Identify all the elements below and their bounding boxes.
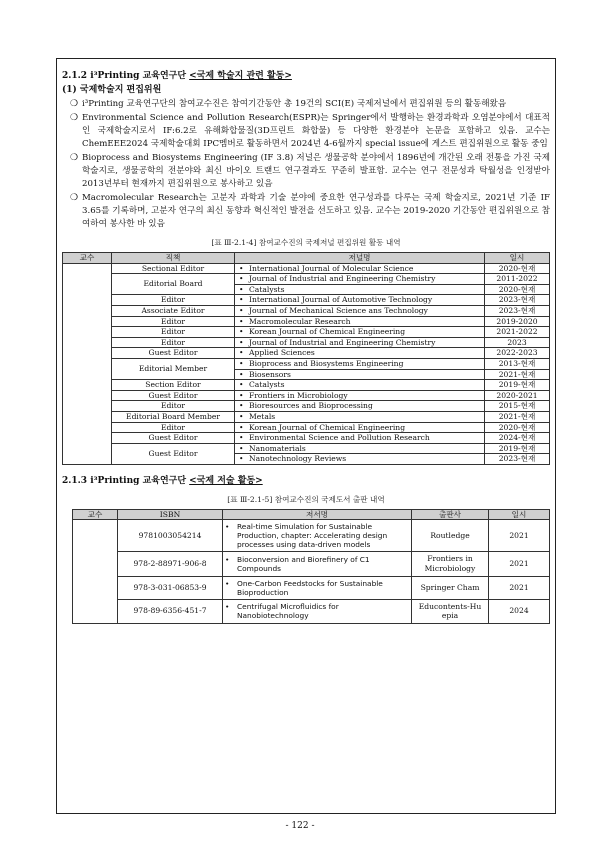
journal-name: Environmental Science and Pollution Research — [249, 433, 430, 443]
journal-cell — [235, 305, 485, 316]
journal-name: Metals — [249, 411, 276, 421]
bullet-icon: • — [239, 422, 244, 432]
table-row — [63, 411, 550, 422]
journal-cell — [235, 337, 485, 348]
role-cell: Editor — [112, 401, 235, 412]
role-cell: Editor — [112, 316, 235, 327]
table-row — [63, 295, 550, 306]
header-isbn: ISBN — [118, 509, 223, 520]
period-cell: 2020-현재 — [485, 422, 550, 433]
book-title: Bioconversion and Biorefinery of C1 Compounds — [237, 555, 370, 574]
books-table-body — [73, 520, 550, 623]
bullet-icon: • — [239, 380, 244, 390]
year-cell: 2021 — [489, 576, 550, 599]
period-cell: 2021-현재 — [485, 411, 550, 422]
table-row — [63, 305, 550, 316]
journal-name: Korean Journal of Chemical Engineering — [249, 327, 406, 337]
header-publisher: 출판사 — [412, 509, 489, 520]
journal-cell — [235, 401, 485, 412]
book-title: Real-time Simulation for Sustainable Production, chapter: Accelerating design processes using data-driven models — [237, 522, 388, 550]
table-row — [63, 443, 550, 454]
journal-cell — [235, 295, 485, 306]
table-row — [73, 520, 550, 552]
journal-cell — [235, 348, 485, 359]
paragraph: ❍ Bioprocess and Biosystems Engineering (IF 3.8) 저널은 생물공학 분야에서 1896년에 개간된 오래 전통을 가진 국제 학술지로, 생물공학의 전분야와 최신 바이오 트랜드 연구결과도 꾸준히 발표함. 교수는 연구 전문성과 탁월성을 인정받아 2013년부터 현재까지 편집위원으로 봉사하고 있음 — [70, 153, 550, 189]
period-cell: 2020-현재 — [485, 284, 550, 295]
journal-name: Catalysts — [249, 284, 285, 294]
header-role: 직책 — [112, 253, 235, 264]
journal-cell — [235, 369, 485, 380]
header-journal: 저널명 — [235, 253, 485, 264]
journal-name: Nanomaterials — [249, 443, 306, 453]
journal-name: Bioresources and Bioprocessing — [249, 401, 373, 411]
header-book-title: 저서명 — [223, 509, 412, 520]
bullet-icon: • — [239, 337, 244, 347]
header-period: 일시 — [485, 253, 550, 264]
period-cell: 2021-현재 — [485, 369, 550, 380]
bullet-icon: • — [239, 284, 244, 294]
journal-cell — [235, 433, 485, 444]
journal-cell — [235, 284, 485, 295]
period-cell: 2023-현재 — [485, 305, 550, 316]
bullet-icon: • — [225, 578, 230, 588]
book-title-cell — [223, 520, 412, 552]
bullet-icon: • — [239, 295, 244, 305]
circle-bullet-icon: ❍ — [70, 193, 79, 203]
bullet-icon: • — [225, 522, 230, 532]
bullet-icon: • — [239, 316, 244, 326]
professor-cell — [63, 263, 112, 464]
paragraph: ❍ i³Printing 교육연구단의 참여교수진은 참여기간동안 총 19건의 SCI(E) 국제저널에서 편집위원 등의 활동해왔음 — [70, 99, 507, 109]
bullet-icon: • — [239, 454, 244, 464]
journal-name: Catalysts — [249, 380, 285, 390]
editorial-table — [62, 252, 550, 465]
year-cell: 2021 — [489, 552, 550, 576]
role-cell: Editorial Board — [112, 274, 235, 295]
bullet-icon: • — [225, 555, 230, 565]
subheading-editorial: (1) 국제학술지 편집위원 — [62, 85, 162, 95]
table-row — [63, 390, 550, 401]
table-row — [63, 327, 550, 338]
paragraph: ❍ Macromolecular Research는 고분자 과학과 기술 분야에 중요한 연구성과를 다루는 국제 학술지로, 2021년 기준 IF 3.65를 기록하며, 고분자 연구의 최신 동향과 혁신적인 발전을 선도하고 있음. 교수는 2019-2020 기간동안 편집위원으로 참여하여 봉사한 바 있음 — [70, 193, 550, 229]
table-row — [63, 433, 550, 444]
book-title-cell — [223, 599, 412, 623]
journal-name: Applied Sciences — [249, 348, 315, 358]
professor-cell — [73, 520, 118, 623]
circle-bullet-icon: ❍ — [70, 153, 79, 163]
table-header-row — [63, 253, 550, 264]
bullet-icon: • — [239, 263, 244, 273]
journal-name: International Journal of Molecular Science — [249, 263, 414, 273]
period-cell: 2020-현재 — [485, 263, 550, 274]
journal-name: Nanotechnology Reviews — [249, 454, 347, 464]
bullet-icon: • — [239, 433, 244, 443]
bullet-icon: • — [239, 274, 244, 284]
period-cell: 2023-현재 — [485, 295, 550, 306]
header-professor: 교수 — [63, 253, 112, 264]
bullet-icon: • — [239, 369, 244, 379]
journal-cell — [235, 327, 485, 338]
bullet-icon: • — [225, 602, 230, 612]
journal-cell — [235, 422, 485, 433]
section-heading-212: 2.1.2 i³Printing 교육연구단 <국제 학술지 관련 활동> — [62, 71, 292, 81]
table-row — [63, 316, 550, 327]
table-header-row — [73, 509, 550, 520]
role-cell: Editor — [112, 337, 235, 348]
paragraph: ❍ Environmental Science and Pollution Research(ESPR)는 Springer에서 발행하는 환경과학과 오염분야에서 대표적인 국제학술지로서 IF:6.2로 유해화합물질(3D프린트 화합물) 등 다양한 환경분야 논문을 포함하고 있음. 교수는 ChemEEE2024 국제학술대회 IPC멤버로 활동하면서 2024년 4-6월까지 special issue에 게스트 편집위원으로 활동 중임 — [70, 113, 550, 149]
section-heading-213: 2.1.3 i³Printing 교육연구단 <국제 저술 활동> — [62, 475, 263, 486]
table-caption-editorial: [표 Ⅲ-2.1-4] 참여교수진의 국제저널 편집위원 활동 내역 — [211, 238, 401, 247]
bullet-icon: • — [239, 327, 244, 337]
bullet-icon: • — [239, 443, 244, 453]
journal-cell — [235, 358, 485, 369]
period-cell: 2015-현재 — [485, 401, 550, 412]
isbn-cell: 978-3-031-06853-9 — [118, 576, 223, 599]
journal-cell — [235, 274, 485, 285]
table-caption-books: [표 Ⅲ-2.1-5] 참여교수진의 국제도서 출판 내역 — [227, 494, 385, 504]
role-cell: Editor — [112, 295, 235, 306]
role-cell: Editorial Board Member — [112, 411, 235, 422]
role-cell: Section Editor — [112, 380, 235, 391]
bullet-icon: • — [239, 411, 244, 421]
role-cell: Guest Editor — [112, 433, 235, 444]
table-row — [63, 401, 550, 412]
period-cell: 2022-2023 — [485, 348, 550, 359]
role-cell: Editor — [112, 327, 235, 338]
journal-cell — [235, 411, 485, 422]
table-row — [63, 274, 550, 285]
books-table — [72, 509, 550, 624]
table-row — [73, 576, 550, 599]
isbn-cell: 978-2-88971-906-8 — [118, 552, 223, 576]
editorial-table-body — [63, 263, 550, 464]
role-cell: Guest Editor — [112, 390, 235, 401]
publisher-cell: Springer Cham — [412, 576, 489, 599]
period-cell: 2019-2020 — [485, 316, 550, 327]
journal-name: International Journal of Automotive Technology — [249, 295, 433, 305]
journal-cell — [235, 390, 485, 401]
publisher-cell: Routledge — [412, 520, 489, 552]
header-year: 일시 — [489, 509, 550, 520]
book-title: One-Carbon Feedstocks for Sustainable Bioproduction — [237, 578, 383, 597]
journal-name: Frontiers in Microbiology — [249, 390, 348, 400]
book-title-cell — [223, 576, 412, 599]
role-cell: Associate Editor — [112, 305, 235, 316]
table-row — [73, 552, 550, 576]
journal-name: Journal of Mechanical Science ans Technology — [249, 305, 428, 315]
period-cell: 2019-현재 — [485, 443, 550, 454]
table-row — [73, 599, 550, 623]
role-cell: Guest Editor — [112, 443, 235, 464]
isbn-cell: 9781003054214 — [118, 520, 223, 552]
period-cell: 2019-현재 — [485, 380, 550, 391]
bullet-icon: • — [239, 390, 244, 400]
book-title-cell — [223, 552, 412, 576]
journal-name: Macromolecular Research — [249, 316, 351, 326]
table-row — [63, 337, 550, 348]
book-title: Centrifugal Microfluidics for Nanobiotechnology — [237, 602, 339, 621]
journal-cell — [235, 263, 485, 274]
period-cell: 2024-현재 — [485, 433, 550, 444]
isbn-cell: 978-89-6356-451-7 — [118, 599, 223, 623]
role-cell: Editorial Member — [112, 358, 235, 379]
journal-cell — [235, 380, 485, 391]
period-cell: 2011-2022 — [485, 274, 550, 285]
bullet-icon: • — [239, 358, 244, 368]
journal-name: Journal of Industrial and Engineering Chemistry — [249, 274, 436, 284]
year-cell: 2024 — [489, 599, 550, 623]
table-row — [63, 348, 550, 359]
journal-name: Journal of Industrial and Engineering Chemistry — [249, 337, 436, 347]
period-cell: 2013-현재 — [485, 358, 550, 369]
journal-name: Korean Journal of Chemical Engineering — [249, 422, 406, 432]
period-cell: 2021-2022 — [485, 327, 550, 338]
circle-bullet-icon: ❍ — [70, 113, 79, 123]
journal-cell — [235, 443, 485, 454]
journal-cell — [235, 454, 485, 465]
page-number: - 122 - — [285, 821, 315, 831]
role-cell: Sectional Editor — [112, 263, 235, 274]
bullet-icon: • — [239, 401, 244, 411]
circle-bullet-icon: ❍ — [70, 99, 79, 109]
header-professor: 교수 — [73, 509, 118, 520]
bullet-icon: • — [239, 348, 244, 358]
role-cell: Editor — [112, 422, 235, 433]
publisher-cell: Educontents-Hu epia — [412, 599, 489, 623]
journal-name: Bioprocess and Biosystems Engineering — [249, 358, 404, 368]
table-row — [63, 422, 550, 433]
page-content — [62, 70, 550, 624]
table-row — [63, 263, 550, 274]
journal-cell — [235, 316, 485, 327]
period-cell: 2023-현재 — [485, 454, 550, 465]
journal-name: Biosensors — [249, 369, 291, 379]
bullet-icon: • — [239, 305, 244, 315]
role-cell: Guest Editor — [112, 348, 235, 359]
period-cell: 2023 — [485, 337, 550, 348]
year-cell: 2021 — [489, 520, 550, 552]
period-cell: 2020-2021 — [485, 390, 550, 401]
table-row — [63, 358, 550, 369]
publisher-cell: Frontiers in Microbiology — [412, 552, 489, 576]
table-row — [63, 380, 550, 391]
